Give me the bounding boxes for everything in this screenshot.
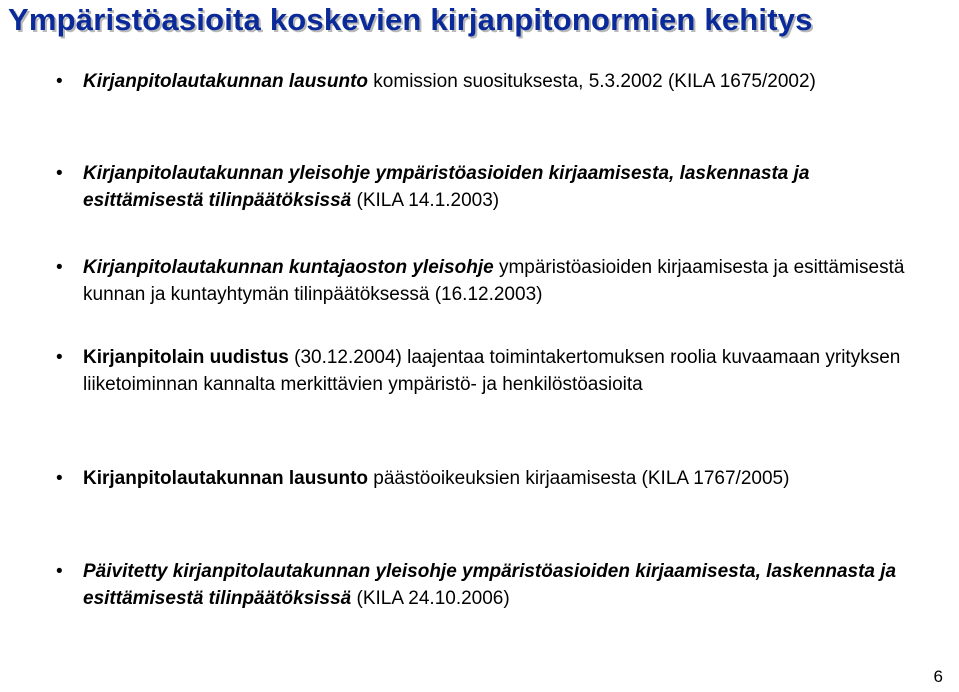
bullet-item	[56, 344, 916, 398]
bullet-text: ympäristöasioiden kirjaamisesta ja esittämisestä kunnan ja kuntayhtymän tilinpäätöksessä (16.12.2003)	[83, 257, 905, 305]
bullet-emphasis: Päivitetty kirjanpitolautakunnan yleisohje ympäristöasioiden kirjaamisesta, laskennasta ja esittämisestä tilinpäätöksissä	[83, 561, 897, 609]
bullet-content	[83, 254, 916, 308]
slide-title: Ympäristöasioita koskevien kirjanpitonormien kehitys	[8, 2, 813, 37]
bullet-item	[56, 465, 916, 492]
bullet-text: (30.12.2004) laajentaa toimintakertomuksen roolia kuvaamaan yrityksen liiketoiminnan kannalta merkittävien ympäristö- ja henkilöstöasioita	[83, 347, 901, 395]
bullet-dot: •	[56, 257, 63, 278]
bullet-item	[56, 160, 916, 214]
bullet-item	[56, 254, 916, 308]
bullet-content	[83, 68, 916, 95]
bullet-content	[83, 344, 916, 398]
bullet-text: (KILA 24.10.2006)	[351, 588, 510, 609]
bullet-dot: •	[56, 163, 63, 184]
bullet-content	[83, 465, 916, 492]
bullet-item	[56, 68, 916, 95]
bullet-dot: •	[56, 468, 63, 489]
bullet-item	[56, 558, 916, 612]
bullet-dot: •	[56, 561, 63, 582]
bullet-content	[83, 160, 916, 214]
bullet-dot: •	[56, 347, 63, 368]
bullet-text: (KILA 14.1.2003)	[351, 190, 500, 211]
bullet-text: komission suosituksesta, 5.3.2002 (KILA 1675/2002)	[368, 71, 816, 92]
bullet-emphasis: Kirjanpitolautakunnan lausunto	[83, 71, 369, 92]
bullet-dot: •	[56, 71, 63, 92]
bullet-content	[83, 558, 916, 612]
page-number: 6	[933, 667, 943, 686]
bullet-emphasis: Kirjanpitolautakunnan kuntajaoston yleisohje	[83, 257, 494, 278]
bullet-text: päästöoikeuksien kirjaamisesta (KILA 1767/2005)	[368, 468, 790, 489]
bullet-emphasis: Kirjanpitolain uudistus	[83, 347, 289, 368]
bullet-emphasis: Kirjanpitolautakunnan lausunto	[83, 468, 369, 489]
bullet-emphasis: Kirjanpitolautakunnan yleisohje ympäristöasioiden kirjaamisesta, laskennasta ja esittämisestä tilinpäätöksissä	[83, 163, 810, 211]
